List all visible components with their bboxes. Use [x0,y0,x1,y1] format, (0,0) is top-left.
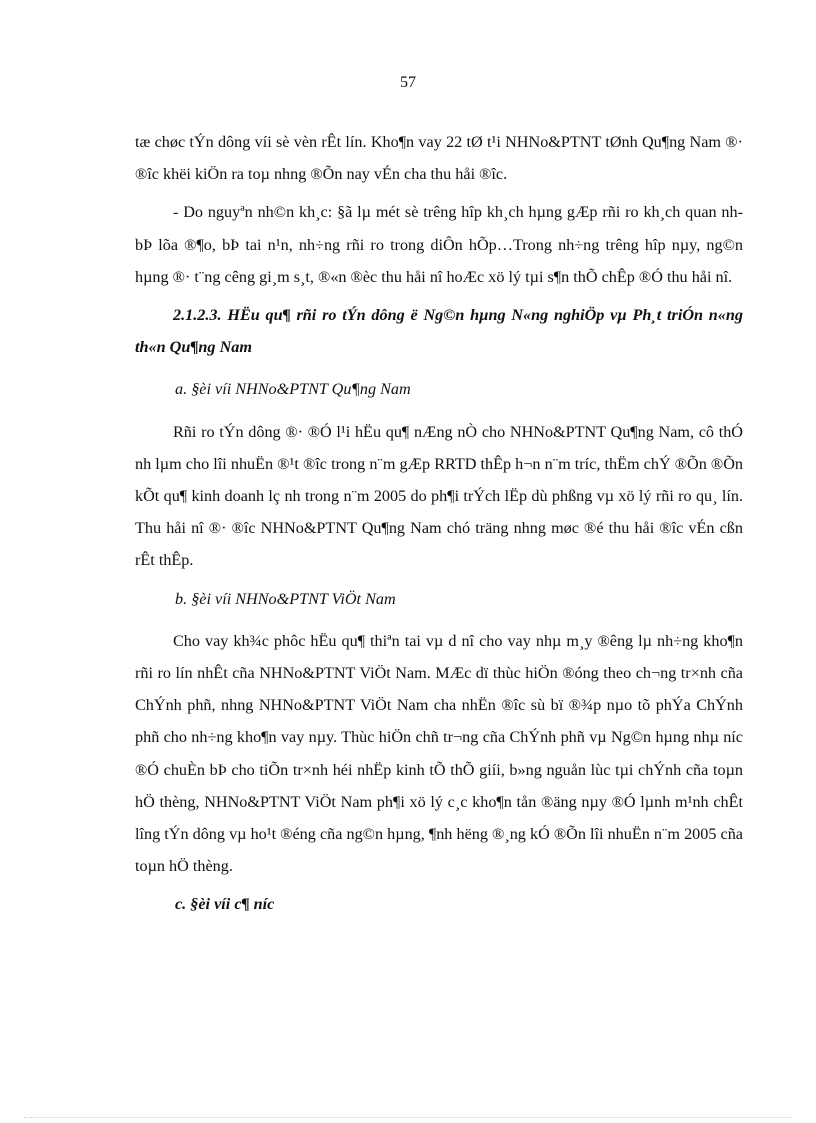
subheading-c: c. §èi víi c¶ níc [175,895,275,914]
section-heading: 2.1.2.3. HËu qu¶ rñi ro tÝn dông ë Ng©n hµng N«ng nghiÖp vµ Ph¸t triÓn n«ng th«n Qu¶ng Nam [135,306,743,357]
paragraph-other-causes: - Do nguyªn nh©n kh¸c: §ã lµ mét sè trêng hîp kh¸ch hµng gÆp rñi ro kh¸ch quan nh bÞ lõa ®¶o, bÞ tai n¹n, nh÷ng rñi ro trong diÔn hÕp…Trong nh÷ng trêng hîp nµy, ng©n hµng ®· t¨ng cêng gi¸m s¸t, ®«n ®èc thu håi nî hoÆc xö lý tµi s¶n thÕ chÊp ®Ó thu håi nî. [135,203,743,286]
page-bottom-rule [24,1117,792,1118]
subheading-a: a. §èi víi NHNo&PTNT Qu¶ng Nam [175,380,411,399]
paragraph-consequence-branch: Rñi ro tÝn dông ®· ®Ó l¹i hËu qu¶ nÆng nÒ cho NHNo&PTNT Qu¶ng Nam, cô thÓ nh lµm cho lîi nhuËn ®¹t ®îc trong n¨m gÆp RRTD thÊp h¬n n¨m tríc, thËm chÝ ®Õn ®Õn kÕt qu¶ kinh doanh lç nh trong n¨m 2005 do ph¶i trÝch lËp dù phßng vµ xö lý rñi ro qu¸ lín. Thu håi nî ®· ®îc NHNo&PTNT Qu¶ng Nam chó träng nhng møc ®é thu håi ®îc vÉn cßn rÊt thÊp. [135,422,743,570]
page-body [135,126,743,921]
paragraph-consequence-national: Cho vay kh¾c phôc hËu qu¶ thiªn tai vµ d nî cho vay nhµ m¸y ®êng lµ nh÷ng kho¶n rñi ro lín nhÊt cña NHNo&PTNT ViÖt Nam. MÆc dï thùc hiÖn ®óng theo ch¬ng tr×nh cña ChÝnh phñ, nhng NHNo&PTNT ViÖt Nam cha nhËn ®îc sù bï ®¾p nµo tõ phÝa ChÝnh phñ cho nh÷ng kho¶n vay nµy. Thùc hiÖn chñ tr¬ng cña ChÝnh phñ vµ Ng©n hµng nhµ níc ®Ó chuÈn bÞ cho tiÕn tr×nh héi nhËp kinh tÕ thÕ giíi, b»ng nguån lùc tµi chÝnh cña toµn hÖ thèng, NHNo&PTNT ViÖt Nam ph¶i xö lý c¸c kho¶n tån ®äng nµy ®Ó lµnh m¹nh chÊt lîng tÝn dông vµ ho¹t ®éng cña ng©n hµng, ¶nh hëng ®¸ng kÓ ®Õn lîi nhuËn n¨m 2005 cña toµn hÖ thèng. [135,631,743,876]
page-number: 57 [400,74,416,91]
paragraph-credit-org: tæ chøc tÝn dông víi sè vèn rÊt lín. Kho¶n vay 22 tØ t¹i NHNo&PTNT tØnh Qu¶ng Nam ®· ®îc khëi kiÖn ra toµ nhng ®Õn nay vÉn cha thu håi ®îc. [135,133,743,184]
subheading-b: b. §èi víi NHNo&PTNT ViÖt Nam [175,589,396,608]
